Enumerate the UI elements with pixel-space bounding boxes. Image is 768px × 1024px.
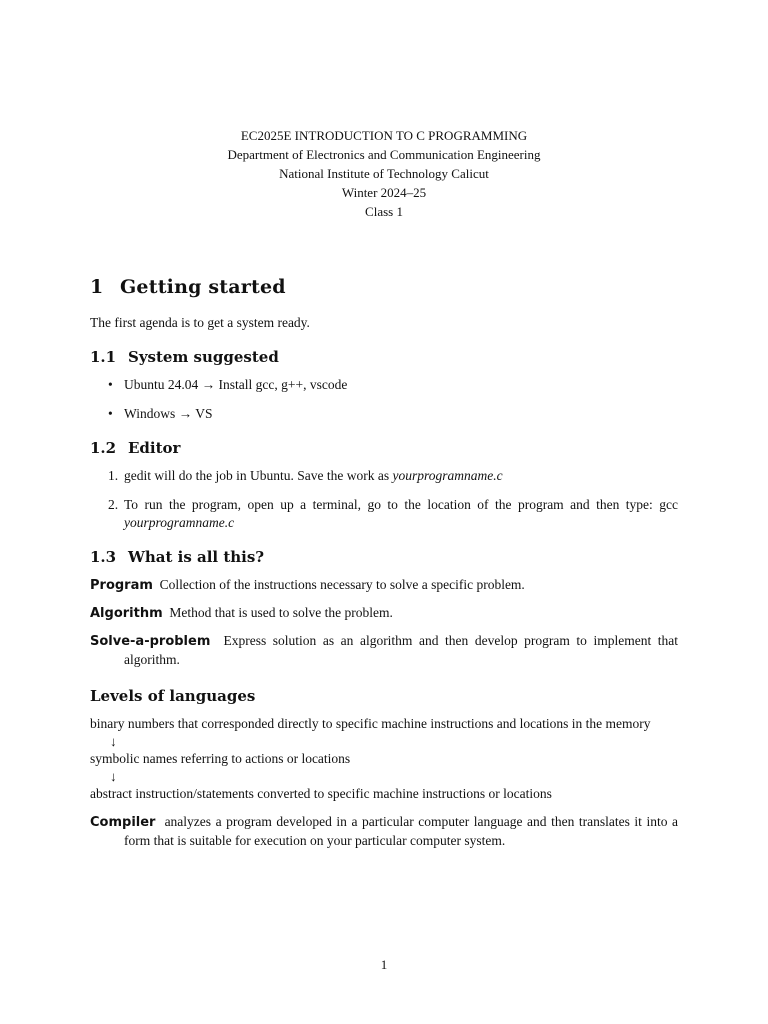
definition-term: Algorithm — [90, 606, 163, 621]
definition-text: Express solution as an algorithm and then develop program to implement that algorithm. — [124, 633, 678, 667]
subsection-title: What is all this? — [128, 548, 265, 566]
system-list — [90, 376, 678, 423]
institute-name: National Institute of Technology Calicut — [279, 166, 489, 181]
class-label: Class 1 — [365, 204, 403, 219]
down-arrow-icon: ↓ — [110, 769, 117, 784]
level-symbolic: symbolic names referring to actions or locations — [90, 751, 351, 766]
subsection-number: 1.3 — [90, 548, 117, 566]
level-abstract: abstract instruction/statements converted to specific machine instructions or locations — [90, 786, 552, 801]
heading-levels-of-languages: Levels of languages — [90, 687, 256, 705]
definition-term: Solve-a-problem — [90, 634, 211, 649]
subsection-title: System suggested — [128, 348, 279, 366]
list-item-text: gedit will do the job in Ubuntu. Save the work as — [124, 468, 393, 483]
list-marker: 1. — [108, 468, 119, 483]
term: Winter 2024–25 — [341, 185, 427, 200]
list-item — [108, 467, 678, 485]
definition-text: Collection of the instructions necessary to solve a specific problem. — [159, 577, 525, 592]
subsection-heading-what-is-all-this — [90, 548, 678, 566]
subsection-title: Editor — [128, 439, 181, 457]
subsection-heading-editor — [90, 439, 678, 457]
down-arrow-icon: ↓ — [110, 734, 117, 749]
list-item: • Windows → VS — [108, 405, 678, 423]
section-heading-getting-started — [90, 278, 678, 296]
subsection-heading-system — [90, 348, 678, 366]
list-item — [108, 496, 678, 532]
editor-list — [90, 467, 678, 532]
document-body — [90, 278, 678, 859]
definition-algorithm — [90, 604, 678, 623]
definition-text: analyzes a program developed in a particular computer language and then translates it into a form that is suitable for execution on your particular computer system. — [124, 814, 678, 848]
definition-solve-a-problem — [90, 632, 678, 669]
definition-term: Compiler — [90, 815, 156, 830]
subsection-number: 1.2 — [90, 439, 117, 457]
page-number: 1 — [380, 957, 388, 972]
course-title: EC2025E INTRODUCTION TO C PROGRAMMING — [240, 128, 528, 143]
filename-text: yourprogramname.c — [124, 515, 235, 530]
section-intro: The first agenda is to get a system ready. — [90, 315, 310, 330]
definition-text: Method that is used to solve the problem. — [169, 605, 393, 620]
level-binary: binary numbers that corresponded directly to specific machine instructions and locations in the memory — [90, 716, 651, 731]
list-item: • Ubuntu 24.04 → Install gcc, g++, vscode — [108, 376, 678, 394]
list-item-text: To run the program, open up a terminal, go to the location of the program and then type: gcc — [124, 497, 678, 512]
filename-text: yourprogramname.c — [392, 468, 503, 483]
document-header — [0, 126, 768, 221]
section-title: Getting started — [120, 276, 286, 298]
definition-term: Program — [90, 578, 153, 593]
subsection-number: 1.1 — [90, 348, 117, 366]
definition-program — [90, 576, 678, 595]
list-marker: 2. — [108, 497, 119, 512]
definition-compiler — [90, 813, 678, 850]
department-name: Department of Electronics and Communication Engineering — [227, 147, 541, 162]
section-number: 1 — [90, 276, 104, 298]
